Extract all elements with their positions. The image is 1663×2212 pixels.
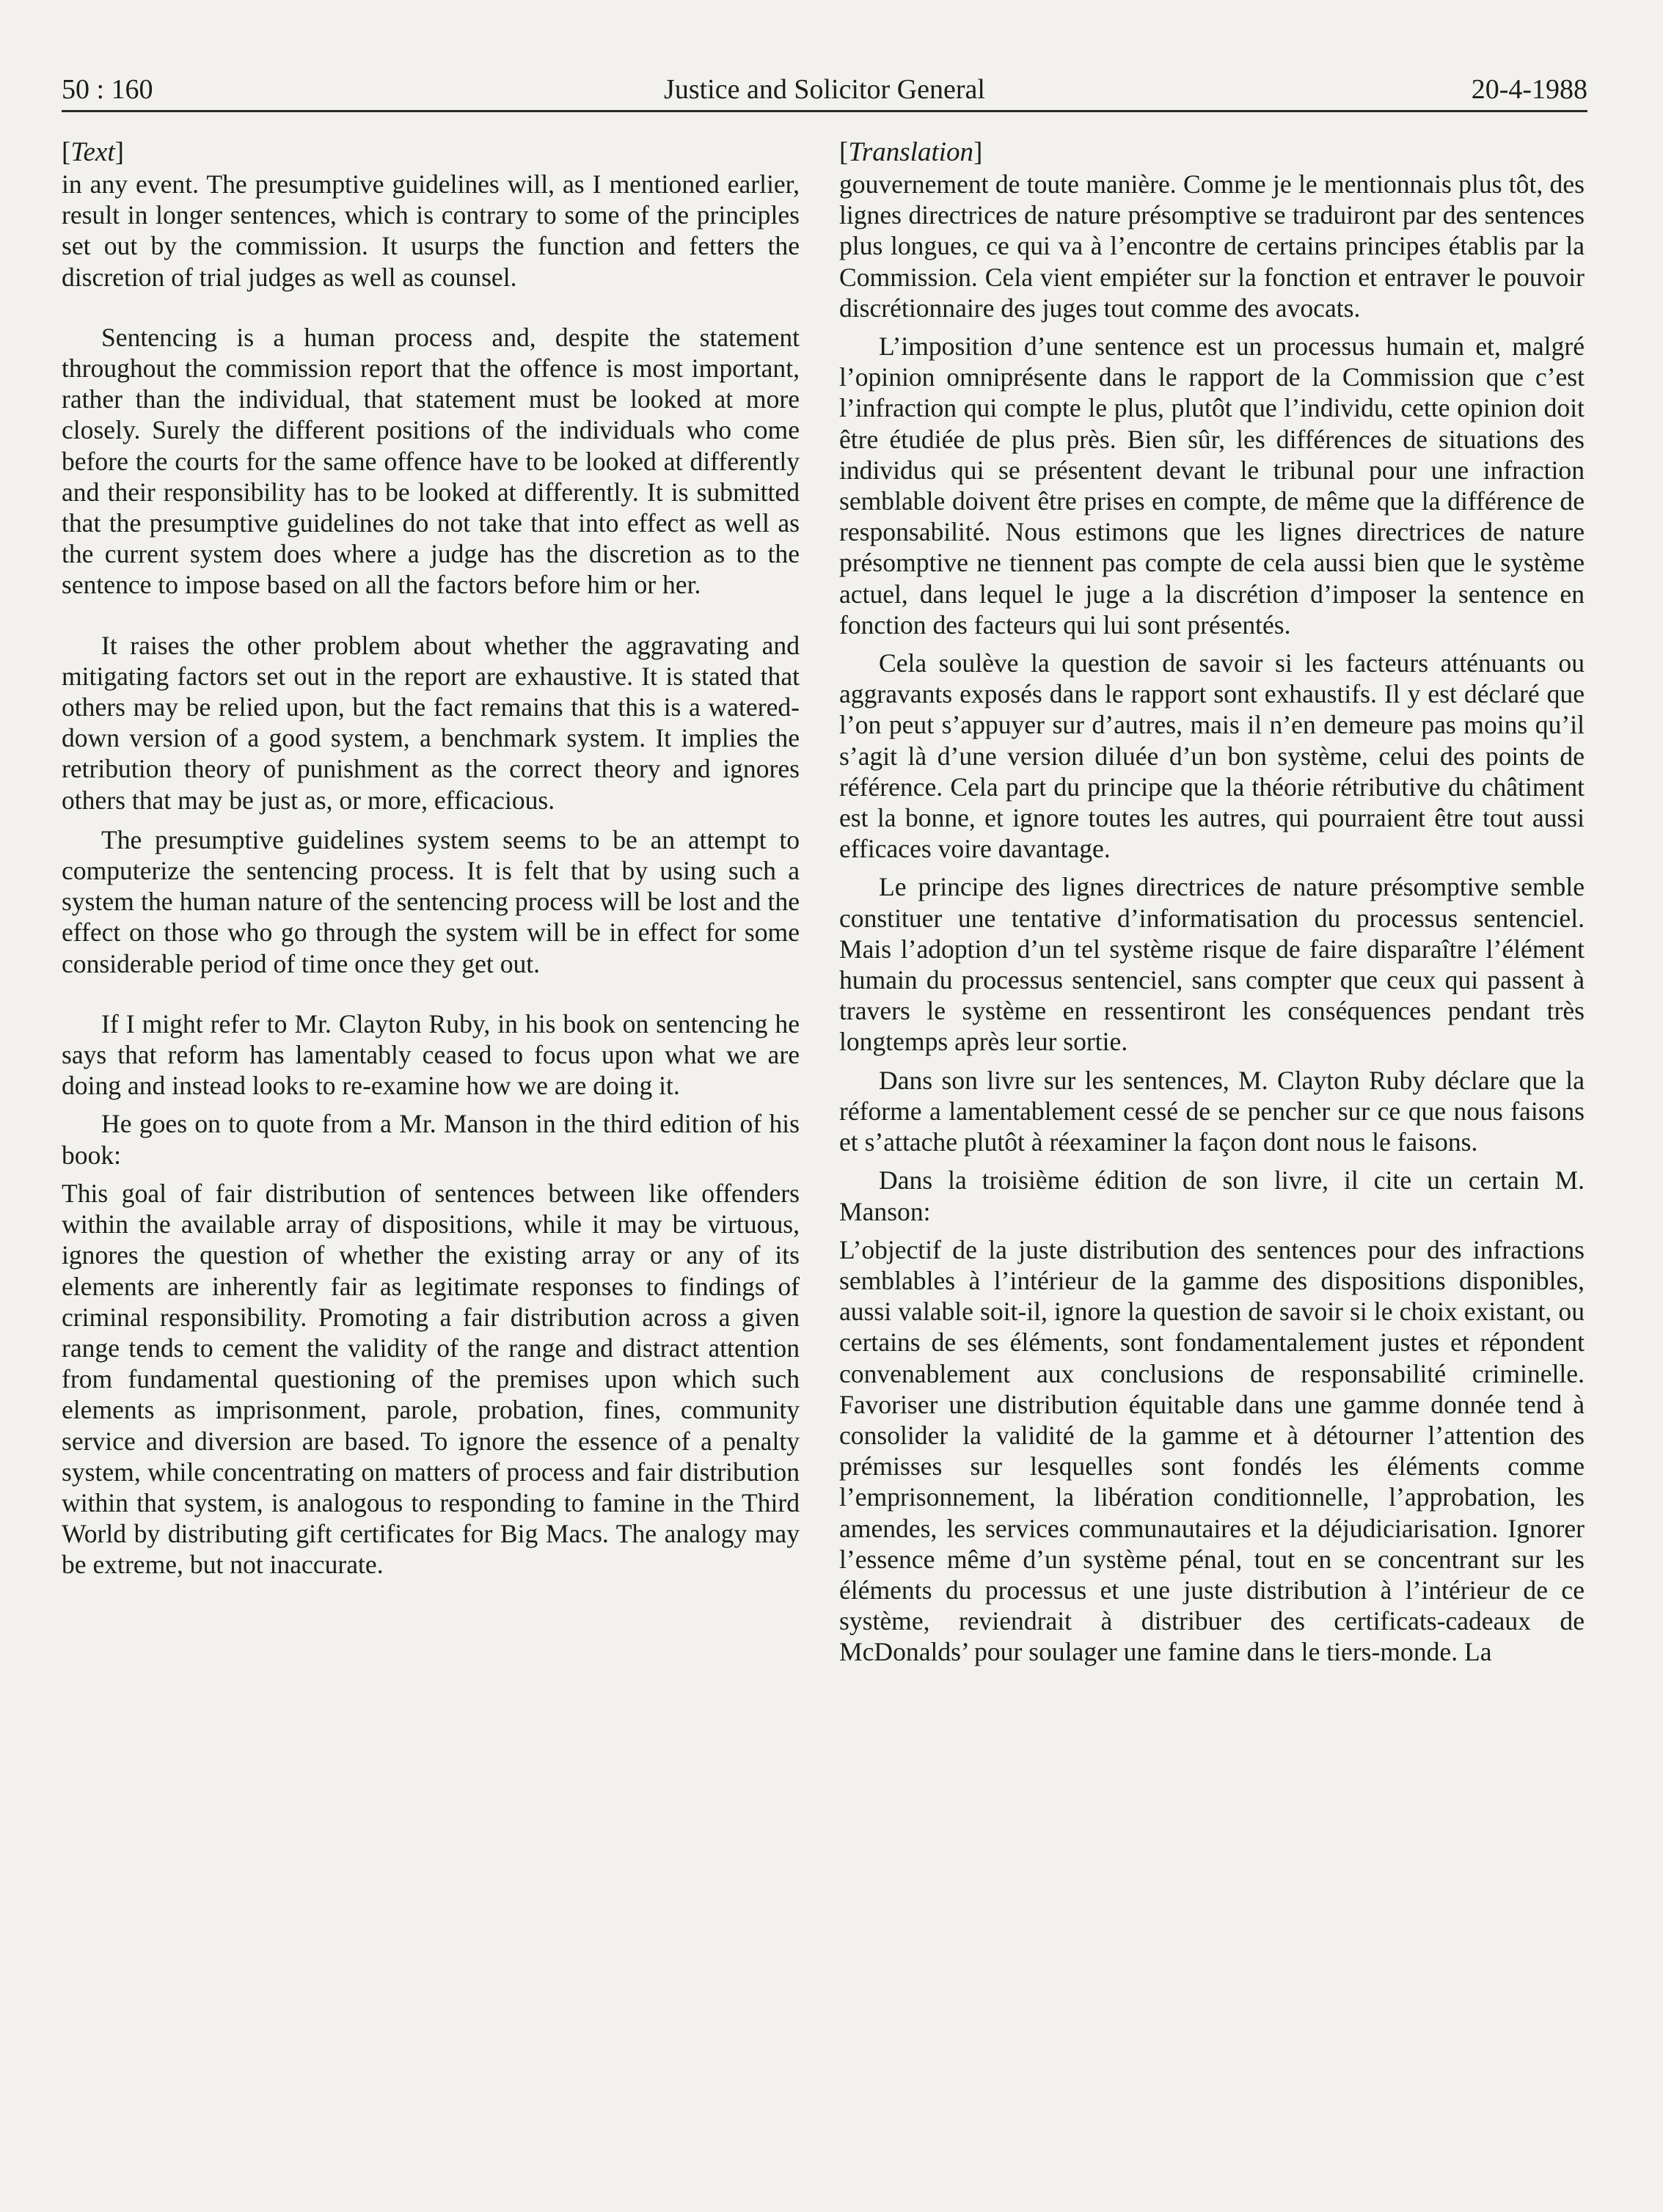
english-quotation: This goal of fair distribution of sentences between like offenders within the available array of dispositions, while it may be virtuous, ignores the question of whether the existing array or any of its elements are inherently fair as legitimate responses to findings of criminal responsibility. Promoting a fair distribution across a given range tends to cement the validity of the range and distract attention from fundamental questioning of the premises upon which such elements as imprisonment, parole, probation, fines, community service and diversion are based. To ignore the essence of a penalty system, while concentrating on matters of process and fair distribution within that system, is analogous to responding to famine in the Third World by distributing gift certificates for Big Macs. The analogy may be extreme, but not inaccurate.	[62, 1178, 800, 1580]
french-quotation: L’objectif de la juste distribution des sentences pour des infractions semblables à l’intérieur de la gamme des dispositions disponibles, aussi valable soit-il, ignore la question de savoir si le choix existant, ou certains de ses éléments, sont fondamentalement justes et répondent convenablement aux conclusions de responsabilité criminelle. Favoriser une distribution équitable dans une gamme donnée tend à consolider la validité de la gamme et à détourner l’attention des prémisses sur lesquelles sont fondés les éléments comme l’emprisonnement, la libération conditionnelle, l’approbation, les amendes, les services communautaires et la déjudiciarisation. Ignorer l’essence même d’un système pénal, tout en se concentrant sur les éléments du processus et une juste distribution à l’intérieur de ce système, reviendrait à distribuer des certificats-cadeaux de McDonalds’ pour soulager une famine dans le tiers-monde. La	[839, 1234, 1585, 1667]
french-paragraph-4: Le principe des lignes directrices de nature présomptive semble constituer une tentative d’informatisation du processus sentenciel. Mais l’adoption d’un tel système risque de faire disparaître l’élément humain du processus sentenciel, sans compter que ceux qui passent à travers le système en ressentiront les conséquences pendant très longtemps après leur sortie.	[839, 872, 1585, 1057]
page-header	[62, 70, 1587, 112]
committee-title: Justice and Solicitor General	[664, 74, 985, 105]
english-paragraph-5: If I might refer to Mr. Clayton Ruby, in his book on sentencing he says that reform has lamentably ceased to focus upon what we are doing and instead looks to re-examine how we are doing it.	[62, 1008, 800, 1101]
french-paragraph-1: gouvernement de toute manière. Comme je le mentionnais plus tôt, des lignes directrices de nature présomptive se traduiront par des sentences plus longues, ce qui va à l’encontre de certains principes établis par la Commission. Cela vient empiéter sur la fonction et entraver le pouvoir discrétionnaire des juges tout comme des avocats.	[839, 169, 1585, 323]
english-paragraph-2: Sentencing is a human process and, despite the statement throughout the commission report that the offence is most important, rather than the individual, that statement must be looked at more closely. Surely the different positions of the individuals who come before the courts for the same offence have to be looked at differently and their responsibility has to be looked at differently. It is submitted that the presumptive guidelines do not take that into effect as well as the current system does where a judge has the discretion as to the sentence to impose based on all the factors before him or her.	[62, 322, 800, 600]
french-paragraph-2: L’imposition d’une sentence est un processus humain et, malgré l’opinion omniprésente dans le rapport de la Commission que c’est l’infraction qui compte le plus, plutôt que l’individu, cette opinion doit être étudiée de plus près. Bien sûr, les différences de situations des individus qui se présentent devant le tribunal pour une infraction semblable doivent être prises en compte, de même que la différence de responsabilité. Nous estimons que les lignes directrices de nature présomptive ne tiennent pas compte de cela aussi bien que le système actuel, dans lequel le juge a la discrétion d’imposer la sentence en fonction des facteurs qui lui sont présentés.	[839, 332, 1585, 640]
english-column	[62, 136, 800, 1581]
english-paragraph-3: It raises the other problem about whether the aggravating and mitigating factors set out in the report are exhaustive. It is stated that others may be relied upon, but the fact remains that this is a watered-down version of a good system, a benchmark system. It implies the retribution theory of punishment as the correct theory and ignores others that may be just as, or more, efficacious.	[62, 630, 800, 815]
english-paragraph-4: The presumptive guidelines system seems to be an attempt to computerize the sentencing process. It is felt that by using such a system the human nature of the sentencing process will be lost and the effect on those who go through the system will be in effect for some considerable period of time once they get out.	[62, 824, 800, 978]
french-paragraph-5: Dans son livre sur les sentences, M. Clayton Ruby déclare que la réforme a lamentablement cessé de se pencher sur ce que nous faisons et s’attache plutôt à réexaminer la façon dont nous le faisons.	[839, 1065, 1585, 1157]
english-paragraph-6: He goes on to quote from a Mr. Manson in the third edition of his book:	[62, 1109, 800, 1170]
page-number: 50 : 160	[62, 74, 153, 105]
session-date: 20-4-1988	[1471, 74, 1587, 105]
french-column-label: [Translation]	[839, 137, 983, 167]
english-column-label: [Text]	[62, 137, 124, 167]
french-paragraph-3: Cela soulève la question de savoir si les facteurs atténuants ou aggravants exposés dans le rapport sont exhaustifs. Il y est déclaré que l’on peut s’appuyer sur d’autres, mais il n’en demeure pas moins qu’il s’agit là d’une version diluée d’un bon système, celui des points de référence. Cela part du principe que la théorie rétributive du châtiment est la bonne, et ignore toutes les autres, qui pourraient être tout aussi efficaces voire davantage.	[839, 648, 1585, 864]
french-column	[839, 136, 1585, 1668]
english-paragraph-1: in any event. The presumptive guidelines will, as I mentioned earlier, result in longer sentences, which is contrary to some of the principles set out by the commission. It usurps the function and fetters the discretion of trial judges as well as counsel.	[62, 169, 800, 292]
french-paragraph-6: Dans la troisième édition de son livre, il cite un certain M. Manson:	[839, 1165, 1585, 1226]
